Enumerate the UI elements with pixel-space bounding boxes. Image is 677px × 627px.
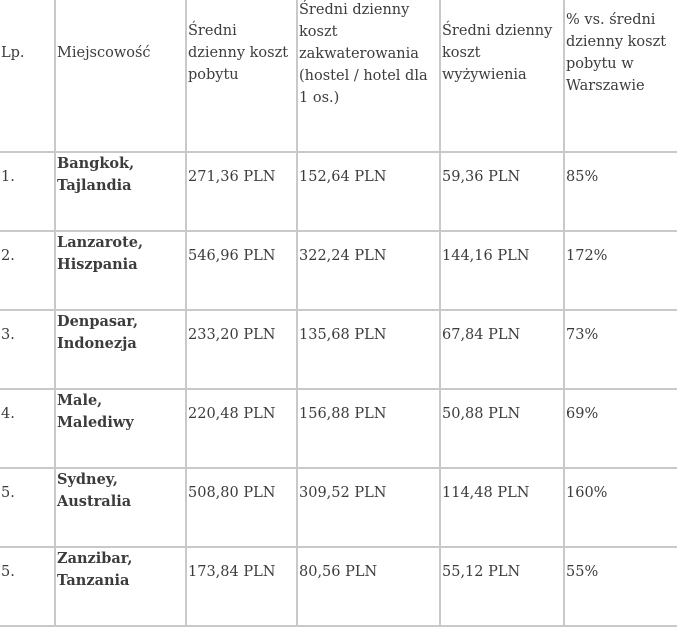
cell-stay-cost: 220,48 PLN [186, 389, 297, 468]
cell-food-cost: 144,16 PLN [440, 231, 564, 310]
city-name: Zanzibar, [57, 550, 133, 567]
cell-lp: 1. [0, 152, 55, 231]
cell-stay-cost: 508,80 PLN [186, 468, 297, 547]
cell-city [55, 231, 186, 310]
country-name: Malediwy [57, 414, 134, 431]
city-name: Male, [57, 392, 103, 409]
city-name: Sydney, [57, 471, 118, 488]
country-name: Hiszpania [57, 256, 138, 273]
cell-food-cost: 55,12 PLN [440, 547, 564, 626]
city-name: Lanzarote, [57, 234, 144, 251]
cell-stay-cost: 271,36 PLN [186, 152, 297, 231]
cell-food-cost: 59,36 PLN [440, 152, 564, 231]
cell-accommodation-cost: 156,88 PLN [297, 389, 440, 468]
cell-city [55, 468, 186, 547]
table-row [0, 547, 677, 626]
cell-pct-warsaw: 85% [564, 152, 677, 231]
cell-pct-warsaw: 69% [564, 389, 677, 468]
country-name: Australia [57, 493, 132, 510]
cell-food-cost: 114,48 PLN [440, 468, 564, 547]
table-row [0, 152, 677, 231]
cell-food-cost: 50,88 PLN [440, 389, 564, 468]
country-name: Indonezja [57, 335, 137, 352]
header-city: Miejscowość [55, 0, 186, 152]
header-accommodation-cost: Średni dzienny koszt zakwaterowania (hostel / hotel dla 1 os.) [297, 0, 440, 152]
city-name: Denpasar, [57, 313, 139, 330]
cell-accommodation-cost: 80,56 PLN [297, 547, 440, 626]
country-name: Tanzania [57, 572, 130, 589]
table-row [0, 389, 677, 468]
table-header-row [0, 0, 677, 152]
country-name: Tajlandia [57, 177, 132, 194]
header-pct-warsaw: % vs. średni dzienny koszt pobytu w Warszawie [564, 0, 677, 152]
cell-lp: 4. [0, 389, 55, 468]
cell-city [55, 310, 186, 389]
cell-stay-cost: 173,84 PLN [186, 547, 297, 626]
cell-pct-warsaw: 160% [564, 468, 677, 547]
cell-lp: 3. [0, 310, 55, 389]
cell-pct-warsaw: 172% [564, 231, 677, 310]
cell-pct-warsaw: 73% [564, 310, 677, 389]
city-name: Bangkok, [57, 155, 135, 172]
cell-accommodation-cost: 152,64 PLN [297, 152, 440, 231]
cell-lp: 5. [0, 468, 55, 547]
cell-city [55, 389, 186, 468]
cell-lp: 5. [0, 547, 55, 626]
table-row [0, 310, 677, 389]
cell-stay-cost: 233,20 PLN [186, 310, 297, 389]
cell-accommodation-cost: 309,52 PLN [297, 468, 440, 547]
cell-accommodation-cost: 135,68 PLN [297, 310, 440, 389]
table-row [0, 231, 677, 310]
cell-lp: 2. [0, 231, 55, 310]
cell-city [55, 547, 186, 626]
table-row [0, 468, 677, 547]
cell-accommodation-cost: 322,24 PLN [297, 231, 440, 310]
header-food-cost: Średni dzienny koszt wyżywienia [440, 0, 564, 152]
cell-city [55, 152, 186, 231]
cell-food-cost: 67,84 PLN [440, 310, 564, 389]
header-stay-cost: Średni dzienny koszt pobytu [186, 0, 297, 152]
cell-stay-cost: 546,96 PLN [186, 231, 297, 310]
cell-pct-warsaw: 55% [564, 547, 677, 626]
header-lp: Lp. [0, 0, 55, 152]
